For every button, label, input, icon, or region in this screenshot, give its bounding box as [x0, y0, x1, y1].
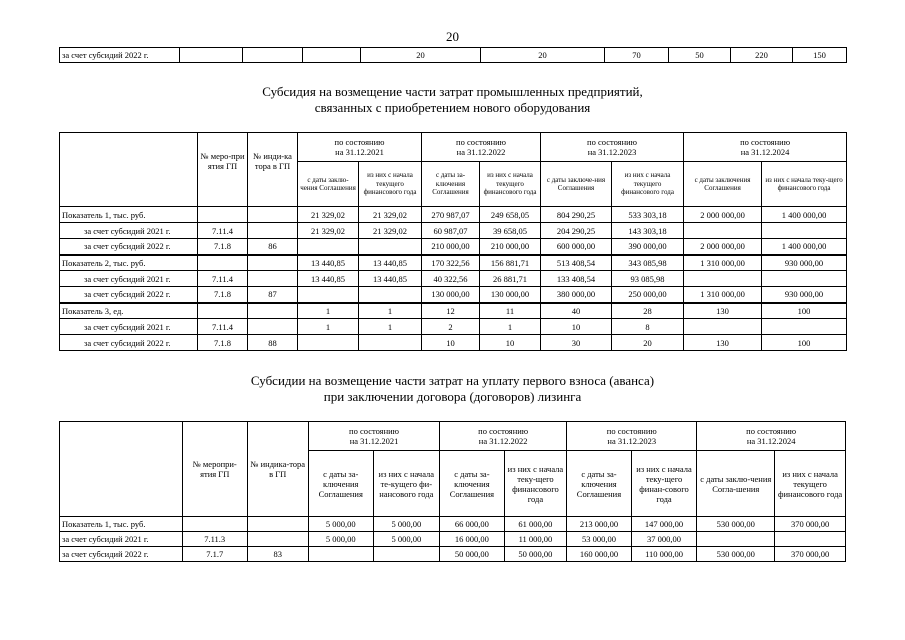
value-cell: 513 408,54	[541, 255, 612, 271]
value-cell: 1 400 000,00	[762, 207, 847, 223]
value-cell: 2	[422, 319, 480, 335]
value-cell: 21 329,02	[359, 207, 422, 223]
value-cell: 12	[422, 303, 480, 319]
row-label: за счет субсидий 2021 г.	[60, 319, 198, 335]
value-cell: 13 440,85	[298, 271, 359, 287]
table-row	[60, 48, 847, 63]
table1-title-line2: связанных с приобретением нового оборудования	[314, 100, 591, 115]
cell: 70	[605, 48, 669, 63]
value-cell: 40	[541, 303, 612, 319]
value-cell	[762, 223, 847, 239]
measure-cell: 7.11.4	[198, 271, 248, 287]
table-row	[60, 287, 847, 303]
value-cell: 2 000 000,00	[684, 207, 762, 223]
header-label-cell	[60, 133, 198, 207]
cell: 20	[361, 48, 481, 63]
value-cell: 1	[298, 303, 359, 319]
measure-cell: 7.11.4	[198, 319, 248, 335]
value-cell: 53 000,00	[567, 532, 632, 547]
row-label: за счет субсидий 2021 г.	[60, 223, 198, 239]
value-cell: 370 000,00	[775, 547, 846, 562]
value-cell: 1	[359, 303, 422, 319]
value-cell: 1 310 000,00	[684, 255, 762, 271]
table-row	[60, 319, 847, 335]
table2-title-line1: Субсидии на возмещение части затрат на уплату первого взноса (аванса)	[250, 373, 655, 388]
value-cell: 530 000,00	[697, 517, 775, 532]
value-cell: 1	[298, 319, 359, 335]
cell: 150	[793, 48, 847, 63]
value-cell: 50 000,00	[504, 547, 567, 562]
value-cell: 130	[684, 303, 762, 319]
indicator-cell	[248, 207, 298, 223]
value-cell: 40 322,56	[422, 271, 480, 287]
row-label: Показатель 1, тыс. руб.	[60, 207, 198, 223]
value-cell	[298, 287, 359, 303]
value-cell: 93 085,98	[612, 271, 684, 287]
value-cell: 5 000,00	[308, 517, 373, 532]
value-cell: 2 000 000,00	[684, 239, 762, 255]
value-cell: 160 000,00	[567, 547, 632, 562]
value-cell: 533 303,18	[612, 207, 684, 223]
value-cell: 143 303,18	[612, 223, 684, 239]
value-cell: 11	[480, 303, 541, 319]
indicator-cell: 87	[248, 287, 298, 303]
value-cell: 30	[541, 335, 612, 351]
col-indicator-header: № инди-ка тора в ГП	[248, 133, 298, 207]
measure-cell	[198, 303, 248, 319]
cell	[180, 48, 243, 63]
value-cell: 100	[762, 335, 847, 351]
value-cell: 21 329,02	[359, 223, 422, 239]
header-label-cell	[60, 422, 183, 517]
equipment-subsidy-table	[59, 132, 847, 351]
value-cell: 8	[612, 319, 684, 335]
value-cell: 66 000,00	[440, 517, 505, 532]
table-row	[60, 517, 846, 532]
measure-cell: 7.1.8	[198, 335, 248, 351]
table1-title-line1: Субсидия на возмещение части затрат промышленных предприятий,	[262, 84, 643, 99]
table2-title-line2: при заключении договора (договоров) лизинга	[323, 389, 582, 404]
subheader-cell: из них с начала те-кущего фи-нансового года	[373, 451, 440, 517]
indicator-cell	[248, 303, 298, 319]
value-cell: 10	[422, 335, 480, 351]
value-cell: 380 000,00	[541, 287, 612, 303]
value-cell: 5 000,00	[308, 532, 373, 547]
cell: 220	[731, 48, 793, 63]
value-cell: 10	[541, 319, 612, 335]
leasing-subsidy-table	[59, 421, 846, 562]
col-indicator-header: № индика-тора в ГП	[247, 422, 308, 517]
indicator-cell	[248, 319, 298, 335]
value-cell: 110 000,00	[631, 547, 697, 562]
subheader-cell: с даты за-ключения Соглашения	[567, 451, 632, 517]
value-cell: 21 329,02	[298, 223, 359, 239]
value-cell	[359, 335, 422, 351]
row-label: Показатель 2, тыс. руб.	[60, 255, 198, 271]
value-cell: 20	[612, 335, 684, 351]
value-cell	[308, 547, 373, 562]
value-cell: 61 000,00	[504, 517, 567, 532]
measure-cell: 7.1.7	[182, 547, 247, 562]
value-cell: 156 881,71	[480, 255, 541, 271]
value-cell: 130 000,00	[422, 287, 480, 303]
period-header: по состоянию на 31.12.2023	[541, 133, 684, 162]
period-header: по состоянию на 31.12.2022	[422, 133, 541, 162]
cell: 50	[669, 48, 731, 63]
value-cell: 213 000,00	[567, 517, 632, 532]
subheader-cell: из них с начала текущего финансового года	[359, 162, 422, 207]
value-cell	[684, 223, 762, 239]
subheader-cell: с даты за-ключения Соглашения	[440, 451, 505, 517]
value-cell: 370 000,00	[775, 517, 846, 532]
value-cell: 50 000,00	[440, 547, 505, 562]
value-cell: 5 000,00	[373, 532, 440, 547]
indicator-cell	[248, 271, 298, 287]
table1-title	[0, 84, 905, 116]
subheader-cell: с даты заключе-ния Соглашения	[541, 162, 612, 207]
subheader-cell: из них с начала теку-щего финан-сового года	[631, 451, 697, 517]
continuation-table	[59, 47, 847, 63]
measure-cell	[198, 255, 248, 271]
row-label: за счет субсидий 2022 г.	[60, 239, 198, 255]
value-cell: 130	[684, 335, 762, 351]
indicator-cell	[248, 223, 298, 239]
row-label: Показатель 3, ед.	[60, 303, 198, 319]
cell: 20	[481, 48, 605, 63]
measure-cell: 7.1.8	[198, 239, 248, 255]
value-cell: 26 881,71	[480, 271, 541, 287]
subheader-cell: из них с начала теку-щего финансового года	[504, 451, 567, 517]
value-cell: 170 322,56	[422, 255, 480, 271]
period-header: по состоянию на 31.12.2021	[308, 422, 439, 451]
value-cell: 39 658,05	[480, 223, 541, 239]
period-header: по состоянию на 31.12.2024	[697, 422, 846, 451]
value-cell: 930 000,00	[762, 255, 847, 271]
subheader-cell: из них с начала теку-щего финансового года	[762, 162, 847, 207]
table-row	[60, 255, 847, 271]
table-row	[60, 223, 847, 239]
row-label: за счет субсидий 2022 г.	[60, 547, 183, 562]
subheader-cell: с даты заклю-чения Согла-шения	[697, 451, 775, 517]
indicator-cell: 83	[247, 547, 308, 562]
table-row	[60, 303, 847, 319]
col-measure-header: № меропри-ятия ГП	[182, 422, 247, 517]
cell	[243, 48, 303, 63]
value-cell	[775, 532, 846, 547]
cell	[303, 48, 361, 63]
value-cell	[359, 239, 422, 255]
value-cell: 804 290,25	[541, 207, 612, 223]
subheader-cell: с даты заключения Соглашения	[684, 162, 762, 207]
subheader-cell: из них с начала текущего финансового года	[612, 162, 684, 207]
table-row	[60, 547, 846, 562]
table-row	[60, 239, 847, 255]
subheader-cell: с даты заклю-чения Соглашения	[298, 162, 359, 207]
value-cell: 100	[762, 303, 847, 319]
value-cell	[684, 271, 762, 287]
indicator-cell	[247, 517, 308, 532]
value-cell: 13 440,85	[359, 271, 422, 287]
value-cell: 390 000,00	[612, 239, 684, 255]
subheader-cell: из них с начала текущего финансового года	[480, 162, 541, 207]
row-label: за счет субсидий 2021 г.	[60, 271, 198, 287]
row-label: Показатель 1, тыс. руб.	[60, 517, 183, 532]
value-cell: 16 000,00	[440, 532, 505, 547]
value-cell: 37 000,00	[631, 532, 697, 547]
indicator-cell	[247, 532, 308, 547]
row-label: за счет субсидий 2021 г.	[60, 532, 183, 547]
value-cell: 60 987,07	[422, 223, 480, 239]
indicator-cell	[248, 255, 298, 271]
value-cell: 147 000,00	[631, 517, 697, 532]
table-row	[60, 207, 847, 223]
measure-cell: 7.11.3	[182, 532, 247, 547]
value-cell: 5 000,00	[373, 517, 440, 532]
value-cell	[697, 532, 775, 547]
value-cell: 1	[359, 319, 422, 335]
value-cell	[762, 271, 847, 287]
period-header: по состоянию на 31.12.2023	[567, 422, 697, 451]
value-cell: 204 290,25	[541, 223, 612, 239]
table-row	[60, 335, 847, 351]
value-cell	[298, 239, 359, 255]
value-cell	[359, 287, 422, 303]
value-cell: 133 408,54	[541, 271, 612, 287]
value-cell: 249 658,05	[480, 207, 541, 223]
subheader-cell: из них с начала текущего финансового года	[775, 451, 846, 517]
period-header: по состоянию на 31.12.2024	[684, 133, 847, 162]
value-cell: 28	[612, 303, 684, 319]
value-cell: 1 400 000,00	[762, 239, 847, 255]
period-header: по состоянию на 31.12.2022	[440, 422, 567, 451]
header-row	[60, 422, 846, 451]
indicator-cell: 88	[248, 335, 298, 351]
subheader-cell: с даты за-ключения Соглашения	[422, 162, 480, 207]
measure-cell: 7.11.4	[198, 223, 248, 239]
value-cell	[684, 319, 762, 335]
value-cell: 930 000,00	[762, 287, 847, 303]
value-cell: 130 000,00	[480, 287, 541, 303]
col-measure-header: № меро-при ятия ГП	[198, 133, 248, 207]
value-cell: 530 000,00	[697, 547, 775, 562]
value-cell: 13 440,85	[359, 255, 422, 271]
value-cell: 250 000,00	[612, 287, 684, 303]
value-cell: 13 440,85	[298, 255, 359, 271]
value-cell	[373, 547, 440, 562]
value-cell: 210 000,00	[422, 239, 480, 255]
measure-cell	[182, 517, 247, 532]
value-cell: 210 000,00	[480, 239, 541, 255]
value-cell: 10	[480, 335, 541, 351]
row-label: за счет субсидий 2022 г.	[60, 48, 180, 63]
indicator-cell: 86	[248, 239, 298, 255]
value-cell	[298, 335, 359, 351]
table2-title	[0, 373, 905, 405]
period-header: по состоянию на 31.12.2021	[298, 133, 422, 162]
value-cell: 11 000,00	[504, 532, 567, 547]
header-row	[60, 133, 847, 162]
value-cell: 343 085,98	[612, 255, 684, 271]
measure-cell: 7.1.8	[198, 287, 248, 303]
value-cell: 600 000,00	[541, 239, 612, 255]
row-label: за счет субсидий 2022 г.	[60, 335, 198, 351]
value-cell: 270 987,07	[422, 207, 480, 223]
table-row	[60, 532, 846, 547]
value-cell: 1	[480, 319, 541, 335]
value-cell	[762, 319, 847, 335]
page-number: 20	[446, 29, 459, 44]
subheader-cell: с даты за-ключения Соглашения	[308, 451, 373, 517]
value-cell: 1 310 000,00	[684, 287, 762, 303]
value-cell: 21 329,02	[298, 207, 359, 223]
table-row	[60, 271, 847, 287]
measure-cell	[198, 207, 248, 223]
row-label: за счет субсидий 2022 г.	[60, 287, 198, 303]
